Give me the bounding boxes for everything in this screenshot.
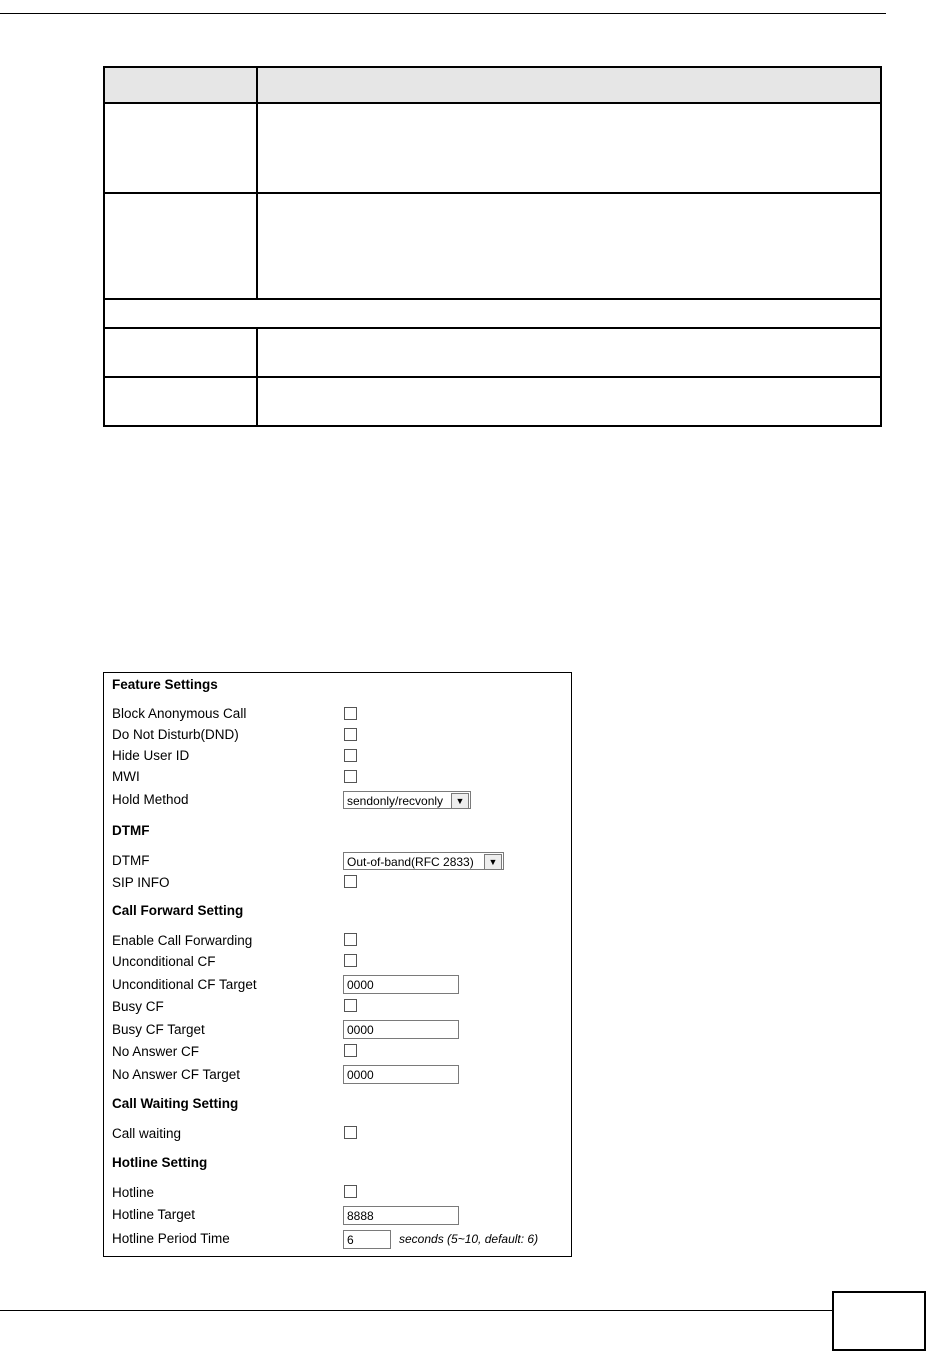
busy-cf-checkbox[interactable]	[344, 999, 357, 1012]
unconditional-cf-target-label: Unconditional CF Target	[112, 977, 257, 992]
no-answer-cf-target-input[interactable]: 0000	[343, 1065, 459, 1084]
table-header-row	[104, 67, 881, 103]
feature-settings-panel	[103, 672, 572, 1257]
enable-call-forwarding-checkbox[interactable]	[344, 933, 357, 946]
hotline-checkbox[interactable]	[344, 1185, 357, 1198]
no-answer-cf-label: No Answer CF	[112, 1044, 200, 1059]
unconditional-cf-target-input[interactable]: 0000	[343, 975, 459, 994]
footer-rule	[0, 1310, 832, 1311]
chevron-down-icon: ▼	[451, 793, 469, 809]
mwi-checkbox[interactable]	[344, 770, 357, 783]
table-row	[104, 328, 881, 377]
call-waiting-label: Call waiting	[112, 1126, 182, 1141]
hide-user-id-checkbox[interactable]	[344, 749, 357, 762]
page-number-box	[832, 1291, 926, 1351]
call-forward-heading: Call Forward Setting	[112, 903, 244, 918]
busy-cf-label: Busy CF	[112, 999, 164, 1014]
feature-settings-heading: Feature Settings	[112, 677, 218, 692]
unconditional-cf-checkbox[interactable]	[344, 954, 357, 967]
table-section-row	[104, 299, 881, 328]
busy-cf-target-input[interactable]: 0000	[343, 1020, 459, 1039]
no-answer-cf-checkbox[interactable]	[344, 1044, 357, 1057]
do-not-disturb-label: Do Not Disturb(DND)	[112, 727, 239, 742]
sip-info-label: SIP INFO	[112, 875, 170, 888]
table-row	[104, 193, 881, 299]
hold-method-value: sendonly/recvonly	[347, 794, 444, 808]
hotline-target-input[interactable]: 8888	[343, 1206, 459, 1225]
hotline-label: Hotline	[112, 1185, 155, 1200]
hotline-period-label: Hotline Period Time	[112, 1231, 230, 1246]
dtmf-heading: DTMF	[112, 823, 150, 838]
hotline-period-hint: seconds (5~10, default: 6)	[399, 1232, 539, 1246]
dtmf-select[interactable]	[343, 852, 504, 870]
do-not-disturb-checkbox[interactable]	[344, 728, 357, 741]
table-row	[104, 103, 881, 193]
busy-cf-target-label: Busy CF Target	[112, 1022, 205, 1037]
enable-call-forwarding-label: Enable Call Forwarding	[112, 933, 253, 948]
hold-method-select[interactable]	[343, 791, 471, 809]
mwi-label: MWI	[112, 769, 140, 784]
call-waiting-checkbox[interactable]	[344, 1126, 357, 1139]
description-table	[103, 66, 882, 427]
no-answer-cf-target-label: No Answer CF Target	[112, 1067, 241, 1082]
block-anonymous-call-label: Block Anonymous Call	[112, 706, 247, 721]
sip-info-checkbox[interactable]	[344, 875, 357, 888]
unconditional-cf-label: Unconditional CF	[112, 954, 216, 969]
block-anonymous-call-checkbox[interactable]	[344, 707, 357, 720]
table-row	[104, 377, 881, 426]
call-waiting-heading: Call Waiting Setting	[112, 1096, 239, 1111]
chevron-down-icon: ▼	[484, 854, 502, 870]
header-rule	[0, 13, 886, 14]
hotline-heading: Hotline Setting	[112, 1155, 208, 1170]
hotline-target-label: Hotline Target	[112, 1207, 196, 1222]
hide-user-id-label: Hide User ID	[112, 748, 190, 763]
hotline-period-input[interactable]: 6	[343, 1230, 391, 1249]
dtmf-value: Out-of-band(RFC 2833)	[347, 855, 474, 869]
hold-method-label: Hold Method	[112, 792, 189, 807]
dtmf-label: DTMF	[112, 853, 150, 868]
